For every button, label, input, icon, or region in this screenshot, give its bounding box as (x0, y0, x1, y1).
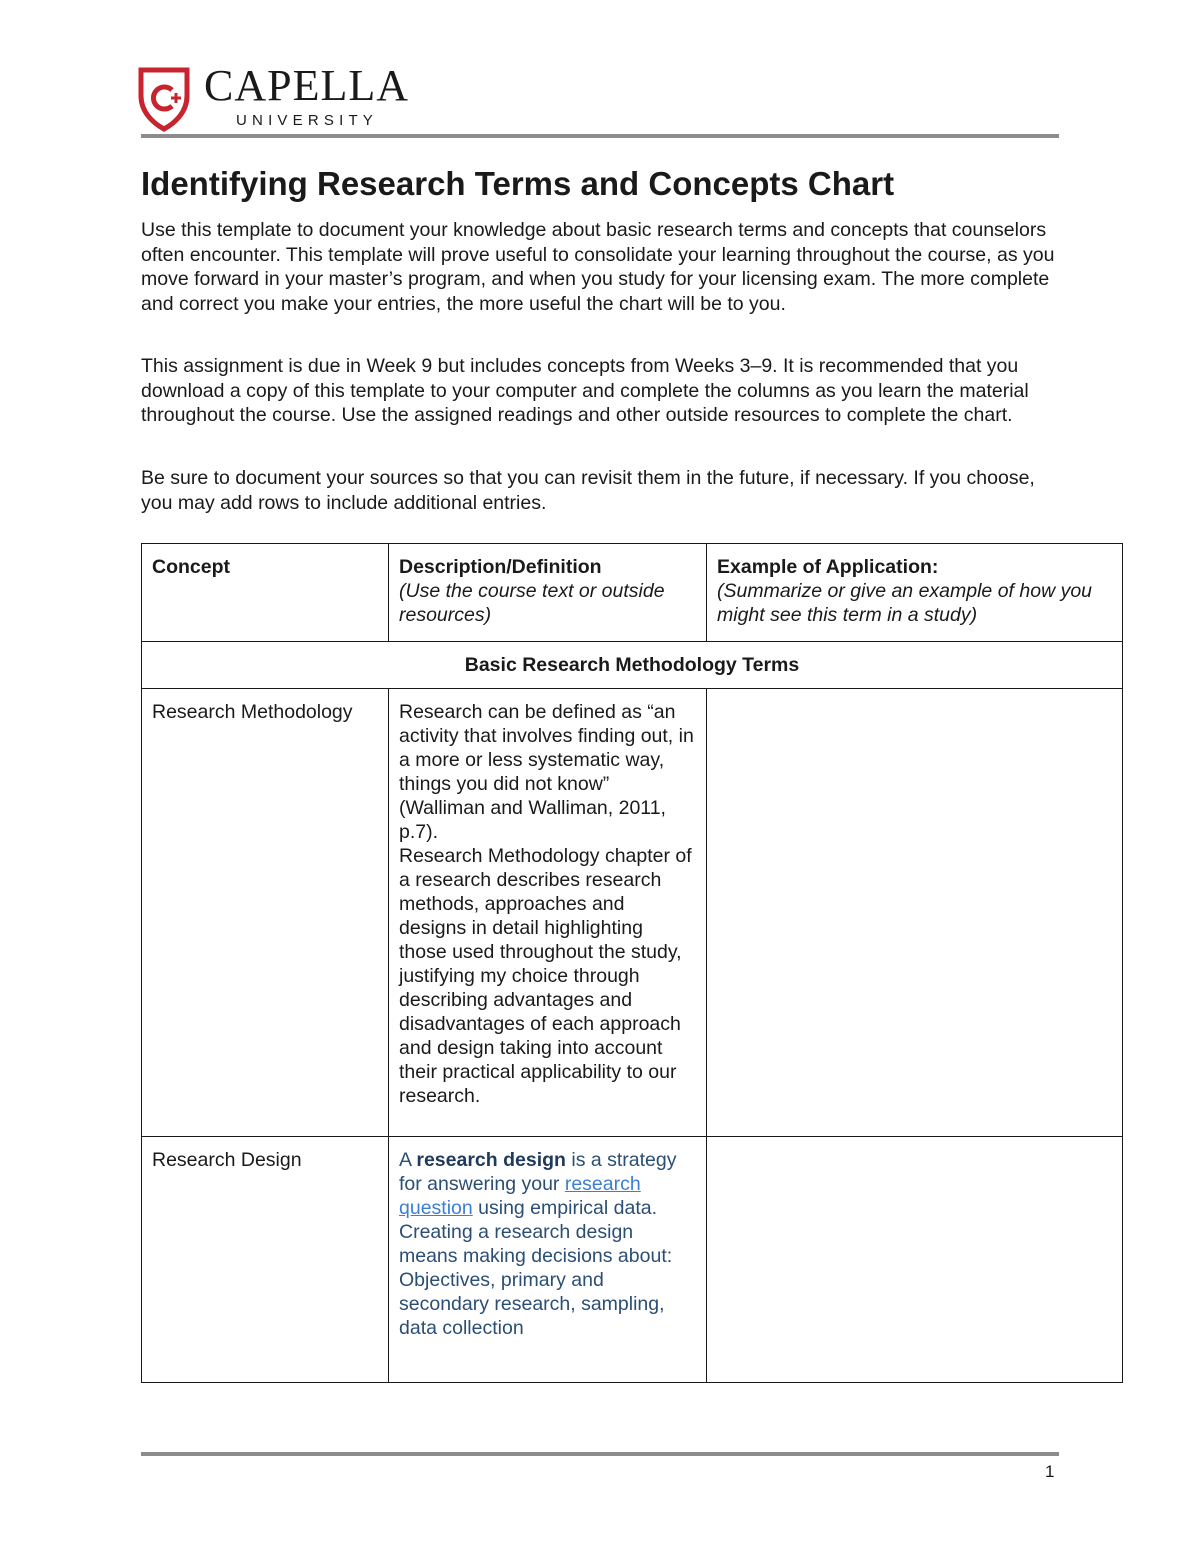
page-title: Identifying Research Terms and Concepts Chart (141, 165, 895, 202)
capella-logo (138, 61, 428, 134)
description-text-b: is a strategy for answering your (399, 1149, 677, 1195)
description-definition: Research can be defined as “an activity that involves finding out, in a more or less systematic way, things you did not know” (Walliman and Walliman, 2011, p.7). (399, 701, 694, 843)
description-text-a: A (399, 1149, 417, 1171)
example-cell[interactable] (707, 1137, 1123, 1383)
description-bold-term: research design (416, 1149, 566, 1171)
footer-rule (141, 1452, 1059, 1456)
page-number: 1 (1045, 1462, 1055, 1481)
concept-cell: Research Methodology (142, 689, 389, 1137)
description-cell (389, 689, 707, 1137)
section-title: Basic Research Methodology Terms (142, 642, 1123, 689)
example-cell[interactable] (707, 689, 1123, 1137)
header-description (389, 544, 707, 642)
table-header-row (142, 544, 1123, 642)
header-example-hint: (Summarize or give an example of how you might see this term in a study) (717, 580, 1093, 626)
table-row (142, 689, 1123, 1137)
concepts-table (141, 543, 1123, 1383)
brand-wordmark: CAPELLA (204, 61, 409, 110)
header-description-hint: (Use the course text or outside resources) (399, 580, 665, 626)
header-rule (141, 134, 1059, 138)
header-description-label: Description/Definition (399, 556, 602, 578)
concept-cell: Research Design (142, 1137, 389, 1383)
header-example (707, 544, 1123, 642)
description-cell (389, 1137, 707, 1383)
section-row (142, 642, 1123, 689)
shield-icon (138, 66, 190, 132)
header-concept (142, 544, 389, 642)
sources-paragraph: Be sure to document your sources so that you can revisit them in the future, if necessary. If you choose, you may add rows to include additional entries. (141, 467, 1035, 514)
due-paragraph: This assignment is due in Week 9 but includes concepts from Weeks 3–9. It is recommended that you download a copy of this template to your computer and complete the columns as you learn the material throughout the course. Use the assigned readings and other outside resources to complete the chart. (141, 355, 1029, 426)
header-concept-label: Concept (152, 556, 230, 578)
intro-paragraph: Use this template to document your knowledge about basic research terms and concepts that counselors often encounter. This template will prove useful to consolidate your learning throughout the course, as you move forward in your master’s program, and when you study for your licensing exam. The more complete and correct you make your entries, the more useful the chart will be to you. (141, 219, 1055, 315)
description-detail: Research Methodology chapter of a research describes research methods, approaches and designs in detail highlighting those used throughout the study, justifying my choice through describing advantages and disadvantages of each approach and design taking into account their practical applicability to our research. (399, 845, 692, 1107)
description-text-c: using empirical data. Creating a research design means making decisions about: Objectives, primary and secondary research, sampling, data collection (399, 1197, 673, 1339)
header-example-label: Example of Application: (717, 556, 939, 578)
table-row (142, 1137, 1123, 1383)
research-question-link[interactable]: research question (399, 1173, 641, 1219)
brand-subtitle: UNIVERSITY (236, 112, 379, 129)
